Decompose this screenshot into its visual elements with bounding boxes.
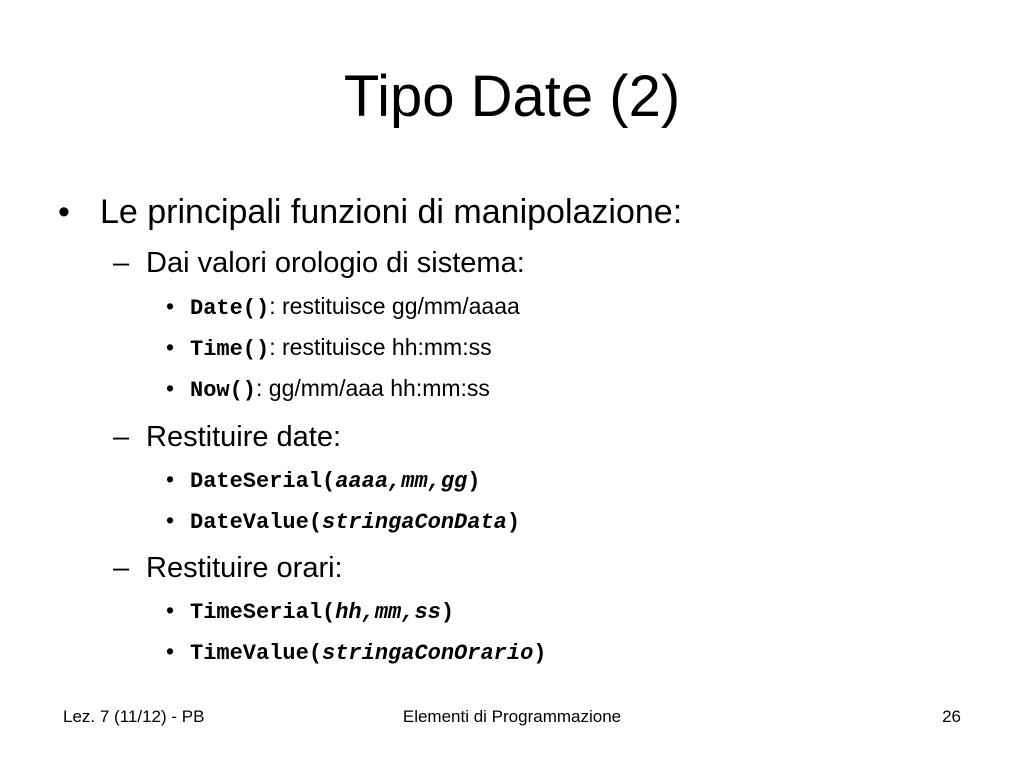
footer-course: Elementi di Programmazione xyxy=(402,707,622,726)
list-item-datevalue xyxy=(166,505,520,538)
function-description: : gg/mm/aaa hh:mm:ss xyxy=(256,375,490,401)
bullet-marker: • xyxy=(166,638,175,664)
function-close: ) xyxy=(506,510,521,535)
function-close: ) xyxy=(440,600,455,625)
bullet-marker: • xyxy=(166,507,175,533)
function-args: stringaConOrario xyxy=(322,641,534,666)
function-description: : restituisce gg/mm/aaaa xyxy=(269,293,520,319)
list-item-timevalue xyxy=(166,636,546,669)
function-close: ) xyxy=(533,641,547,666)
dash-marker: – xyxy=(113,421,130,453)
subheading-return-times xyxy=(113,550,343,586)
bullet-marker: • xyxy=(58,193,70,231)
function-name: TimeValue( xyxy=(190,641,323,666)
bullet-marker: • xyxy=(166,375,175,401)
list-item-dateserial xyxy=(166,464,480,497)
list-item-date xyxy=(166,291,520,324)
bullet-marker: • xyxy=(166,293,175,319)
list-item-now xyxy=(166,373,490,406)
function-close: ) xyxy=(467,469,481,494)
function-args: aaaa,mm,gg xyxy=(335,469,468,494)
bullet-marker: • xyxy=(166,334,175,360)
function-name: DateValue( xyxy=(190,510,323,535)
subheading-text: Restituire orari: xyxy=(146,552,343,584)
bullet-marker: • xyxy=(166,466,175,492)
function-name: Time() xyxy=(190,337,270,362)
bullet-marker: • xyxy=(166,597,175,623)
subheading-system-clock xyxy=(113,245,525,281)
slide-title: Tipo Date (2) xyxy=(343,64,681,129)
footer-lecture: Lez. 7 (11/12) - PB xyxy=(63,707,205,726)
bullet-main xyxy=(58,191,682,233)
subheading-text: Dai valori orologio di sistema: xyxy=(146,247,525,279)
subheading-return-dates xyxy=(113,419,341,455)
subheading-text: Restituire date: xyxy=(146,421,342,453)
list-item-timeserial xyxy=(166,595,454,628)
dash-marker: – xyxy=(113,247,130,279)
bullet-main-text: Le principali funzioni di manipolazione: xyxy=(100,193,683,231)
function-name: DateSerial( xyxy=(190,469,336,494)
function-args: hh,mm,ss xyxy=(335,600,441,625)
function-name: TimeSerial( xyxy=(190,600,336,625)
footer-page-number: 26 xyxy=(942,707,961,726)
list-item-time xyxy=(166,332,492,365)
function-name: Now() xyxy=(190,378,257,403)
function-args: stringaConData xyxy=(322,510,507,535)
function-description: : restituisce hh:mm:ss xyxy=(269,334,492,360)
function-name: Date() xyxy=(190,296,270,321)
dash-marker: – xyxy=(113,552,130,584)
